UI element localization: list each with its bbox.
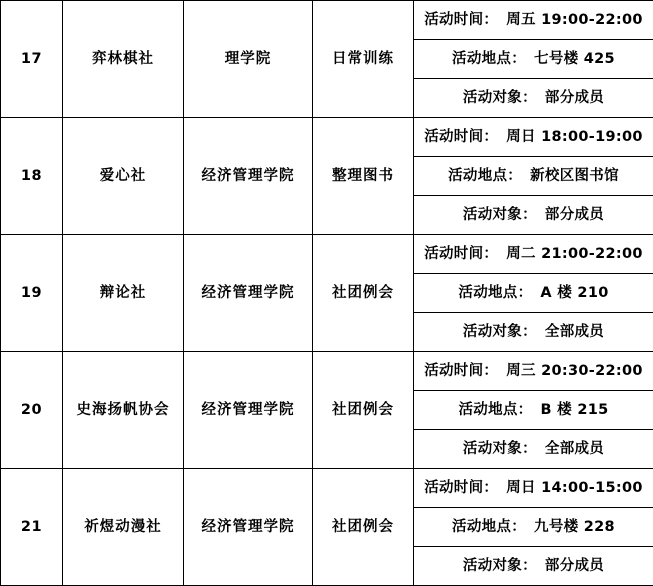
table-row [1, 469, 653, 508]
label-activity-target: 活动对象： [463, 90, 537, 106]
cell-activity: 社团例会 [313, 469, 414, 586]
value-activity-target: 全部成员 [537, 441, 604, 457]
label-activity-time: 活动时间： [424, 480, 498, 496]
cell-club-name: 祈煜动漫社 [63, 469, 184, 586]
cell-activity-place [414, 274, 653, 313]
cell-activity-target [414, 79, 653, 118]
value-activity-time: 周日 14:00-15:00 [498, 480, 643, 496]
table-row [1, 1, 653, 40]
label-activity-place: 活动地点： [448, 168, 522, 184]
cell-department: 经济管理学院 [184, 118, 313, 235]
label-activity-target: 活动对象： [463, 324, 537, 340]
table-row [1, 352, 653, 391]
value-activity-place: 九号楼 228 [526, 519, 615, 535]
cell-activity-place [414, 40, 653, 79]
cell-activity-place [414, 391, 653, 430]
cell-index: 18 [1, 118, 63, 235]
cell-activity-place [414, 157, 653, 196]
label-activity-place: 活动地点： [452, 51, 526, 67]
cell-activity-time [414, 118, 653, 157]
table-row [1, 118, 653, 157]
cell-club-name: 史海扬帆协会 [63, 352, 184, 469]
cell-club-name: 辩论社 [63, 235, 184, 352]
cell-activity-place [414, 508, 653, 547]
value-activity-target: 部分成员 [537, 558, 604, 574]
cell-department: 经济管理学院 [184, 352, 313, 469]
value-activity-time: 周三 20:30-22:00 [498, 363, 643, 379]
cell-activity-time [414, 1, 653, 40]
value-activity-target: 全部成员 [537, 324, 604, 340]
cell-index: 20 [1, 352, 63, 469]
cell-activity-target [414, 430, 653, 469]
cell-index: 17 [1, 1, 63, 118]
label-activity-target: 活动对象： [463, 207, 537, 223]
value-activity-place: A 楼 210 [532, 285, 608, 301]
cell-activity-time [414, 235, 653, 274]
label-activity-time: 活动时间： [424, 363, 498, 379]
value-activity-place: 七号楼 425 [526, 51, 615, 67]
cell-index: 19 [1, 235, 63, 352]
label-activity-time: 活动时间： [424, 12, 498, 28]
value-activity-target: 部分成员 [537, 207, 604, 223]
cell-activity-target [414, 313, 653, 352]
label-activity-target: 活动对象： [463, 558, 537, 574]
cell-activity: 日常训练 [313, 1, 414, 118]
cell-club-name: 弈林棋社 [63, 1, 184, 118]
cell-department: 经济管理学院 [184, 469, 313, 586]
label-activity-place: 活动地点： [452, 519, 526, 535]
value-activity-time: 周日 18:00-19:00 [498, 129, 643, 145]
cell-activity-target [414, 196, 653, 235]
label-activity-place: 活动地点： [458, 285, 532, 301]
cell-activity-target [414, 547, 653, 586]
cell-index: 21 [1, 469, 63, 586]
cell-club-name: 爱心社 [63, 118, 184, 235]
cell-activity: 整理图书 [313, 118, 414, 235]
cell-activity: 社团例会 [313, 235, 414, 352]
label-activity-target: 活动对象： [463, 441, 537, 457]
value-activity-place: B 楼 215 [532, 402, 608, 418]
value-activity-time: 周五 19:00-22:00 [498, 12, 643, 28]
value-activity-time: 周二 21:00-22:00 [498, 246, 643, 262]
cell-activity: 社团例会 [313, 352, 414, 469]
label-activity-time: 活动时间： [424, 129, 498, 145]
value-activity-place: 新校区图书馆 [522, 168, 619, 184]
label-activity-time: 活动时间： [424, 246, 498, 262]
cell-activity-time [414, 469, 653, 508]
cell-department: 经济管理学院 [184, 235, 313, 352]
label-activity-place: 活动地点： [458, 402, 532, 418]
value-activity-target: 部分成员 [537, 90, 604, 106]
table-row [1, 235, 653, 274]
cell-department: 理学院 [184, 1, 313, 118]
cell-activity-time [414, 352, 653, 391]
